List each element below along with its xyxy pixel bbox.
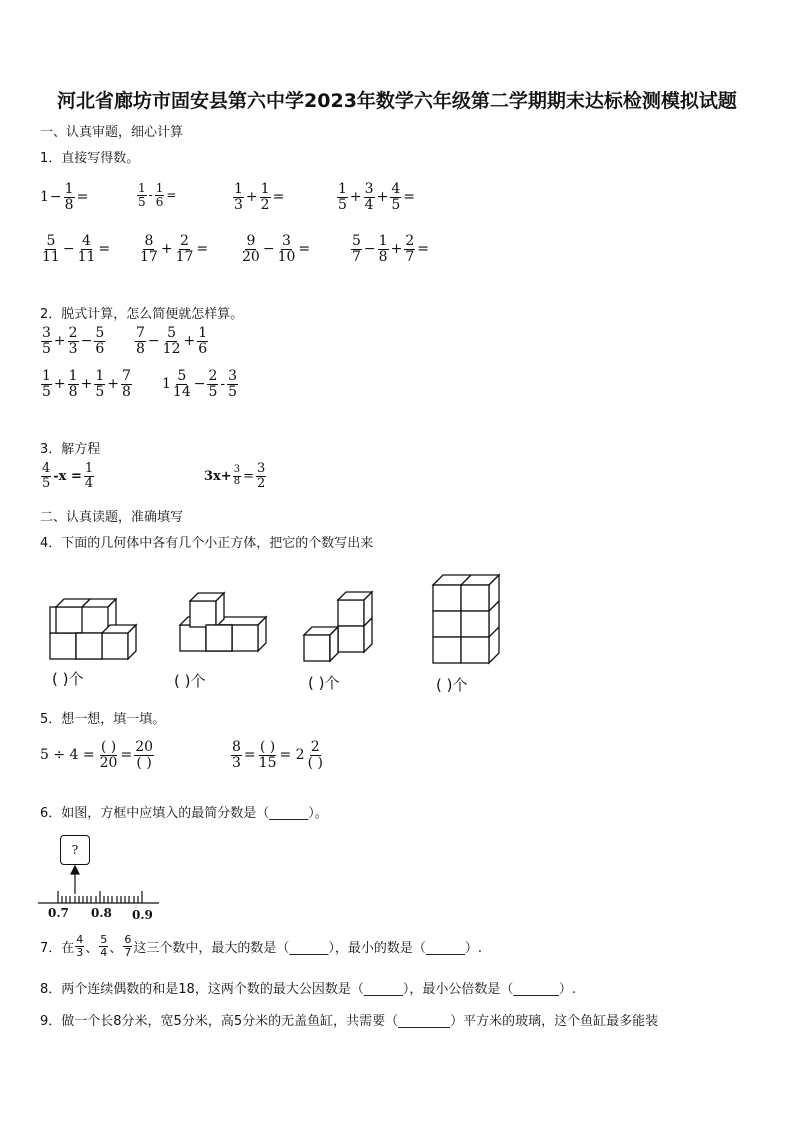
q4-answer-1[interactable]: ( )个 [52,670,84,688]
q1-expr-6: $\frac{8}{17}$ + $\frac{2}{17}$ = [140,233,209,265]
q5-blank-3[interactable]: ( ) [259,739,276,755]
tick-label-0.9: 0.9 [132,908,153,922]
q2-expr-1: $\frac{3}{5}$ + $\frac{2}{3}$ − $\frac{5}{6}$ [42,325,105,357]
question-3-label: 3．解方程 [40,442,101,457]
q5-blank-1[interactable]: ( ) [100,739,117,755]
question-7: 7．在 $\frac{4}{3}$ 、 $\frac{5}{4}$ 、 $\frac{6}{7}$ 这三个数中，最大的数是（______），最小的数是（______）. [40,933,482,959]
question-2-label: 2．脱式计算，怎么简便就怎样算。 [40,307,244,322]
q1-expr-8: $\frac{5}{7}$ − $\frac{1}{8}$ + $\frac{2}{7}$ = [352,233,429,265]
q2-expr-2: $\frac{7}{8}$ − $\frac{5}{12}$ + $\frac{1}{6}$ [136,325,208,357]
question-4-label: 4．下面的几何体中各有几个小正方体，把它的个数写出来 [40,536,374,551]
q1-expr-5: $\frac{5}{11}$ − $\frac{4}{11}$ = [42,233,111,265]
cube-figure-4 [433,575,499,663]
question-5-label: 5．想一想，填一填。 [40,712,166,727]
q2-expr-4: 1 $\frac{5}{14}$ − $\frac{2}{5}$ - $\frac{3}{5}$ [162,368,238,400]
q1-expr-1: 1 − $\frac{1}{8}$ = [40,181,89,213]
q1-expr-3: $\frac{1}{3}$ + $\frac{1}{2}$ = [234,181,285,213]
q3-equation-2: 3x+ $\frac{3}{8}$ = $\frac{3}{2}$ [204,461,266,491]
q4-answer-4[interactable]: ( )个 [436,676,468,694]
q4-answer-3[interactable]: ( )个 [308,674,340,692]
q5-blank-2[interactable]: ( ) [136,754,152,771]
q5-expr-2: $\frac{8}{3}$ = $\frac{( )}{15}$ = 2 $\frac{2}{( )}$ [232,739,323,771]
question-9: 9．做一个长8分米，宽5分米，高5分米的无盖鱼缸，共需要（________）平方米的玻璃，这个鱼缸最多能装 [40,1014,659,1029]
tick-label-0.8: 0.8 [91,906,112,920]
q1-expr-2: $\frac{1}{5}$ - $\frac{1}{6}$ = [138,181,177,209]
q5-expr-1: 5 ÷ 4 = $\frac{( )}{20}$ = $\frac{20}{( )}$ [40,739,154,771]
section-heading-2: 二、认真读题，准确填写 [40,510,184,525]
q1-expr-4: $\frac{1}{5}$ + $\frac{3}{4}$ + $\frac{4}{5}$ = [338,181,415,213]
cube-figure-2 [180,593,266,651]
number-line-figure [38,830,163,925]
q3-equation-1: $\frac{4}{5}$ -x = $\frac{1}{4}$ [42,461,94,491]
cube-figures [30,565,520,667]
question-6-label: 6．如图，方框中应填入的最简分数是（______）。 [40,806,328,821]
tick-label-0.7: 0.7 [48,906,69,920]
cube-figure-3 [304,592,372,661]
question-box: ? [60,835,90,865]
cube-figure-1 [50,599,136,659]
q2-expr-3: $\frac{1}{5}$ + $\frac{1}{8}$ + $\frac{1}{5}$ + $\frac{7}{8}$ [42,368,131,400]
q1-expr-7: $\frac{9}{20}$ − $\frac{3}{10}$ = [242,233,311,265]
question-8: 8．两个连续偶数的和是18，这两个数的最大公因数是（______），最小公倍数是（_______）. [40,982,576,997]
question-1-label: 1．直接写得数。 [40,151,140,166]
q5-blank-4[interactable]: ( ) [307,754,323,771]
q4-answer-2[interactable]: ( )个 [174,672,206,690]
arrow-head-icon [71,866,79,874]
page-title: 河北省廊坊市固安县第六中学2023年数学六年级第二学期期末达标检测模拟试题 [57,90,737,112]
section-heading-1: 一、认真审题，细心计算 [40,125,184,140]
